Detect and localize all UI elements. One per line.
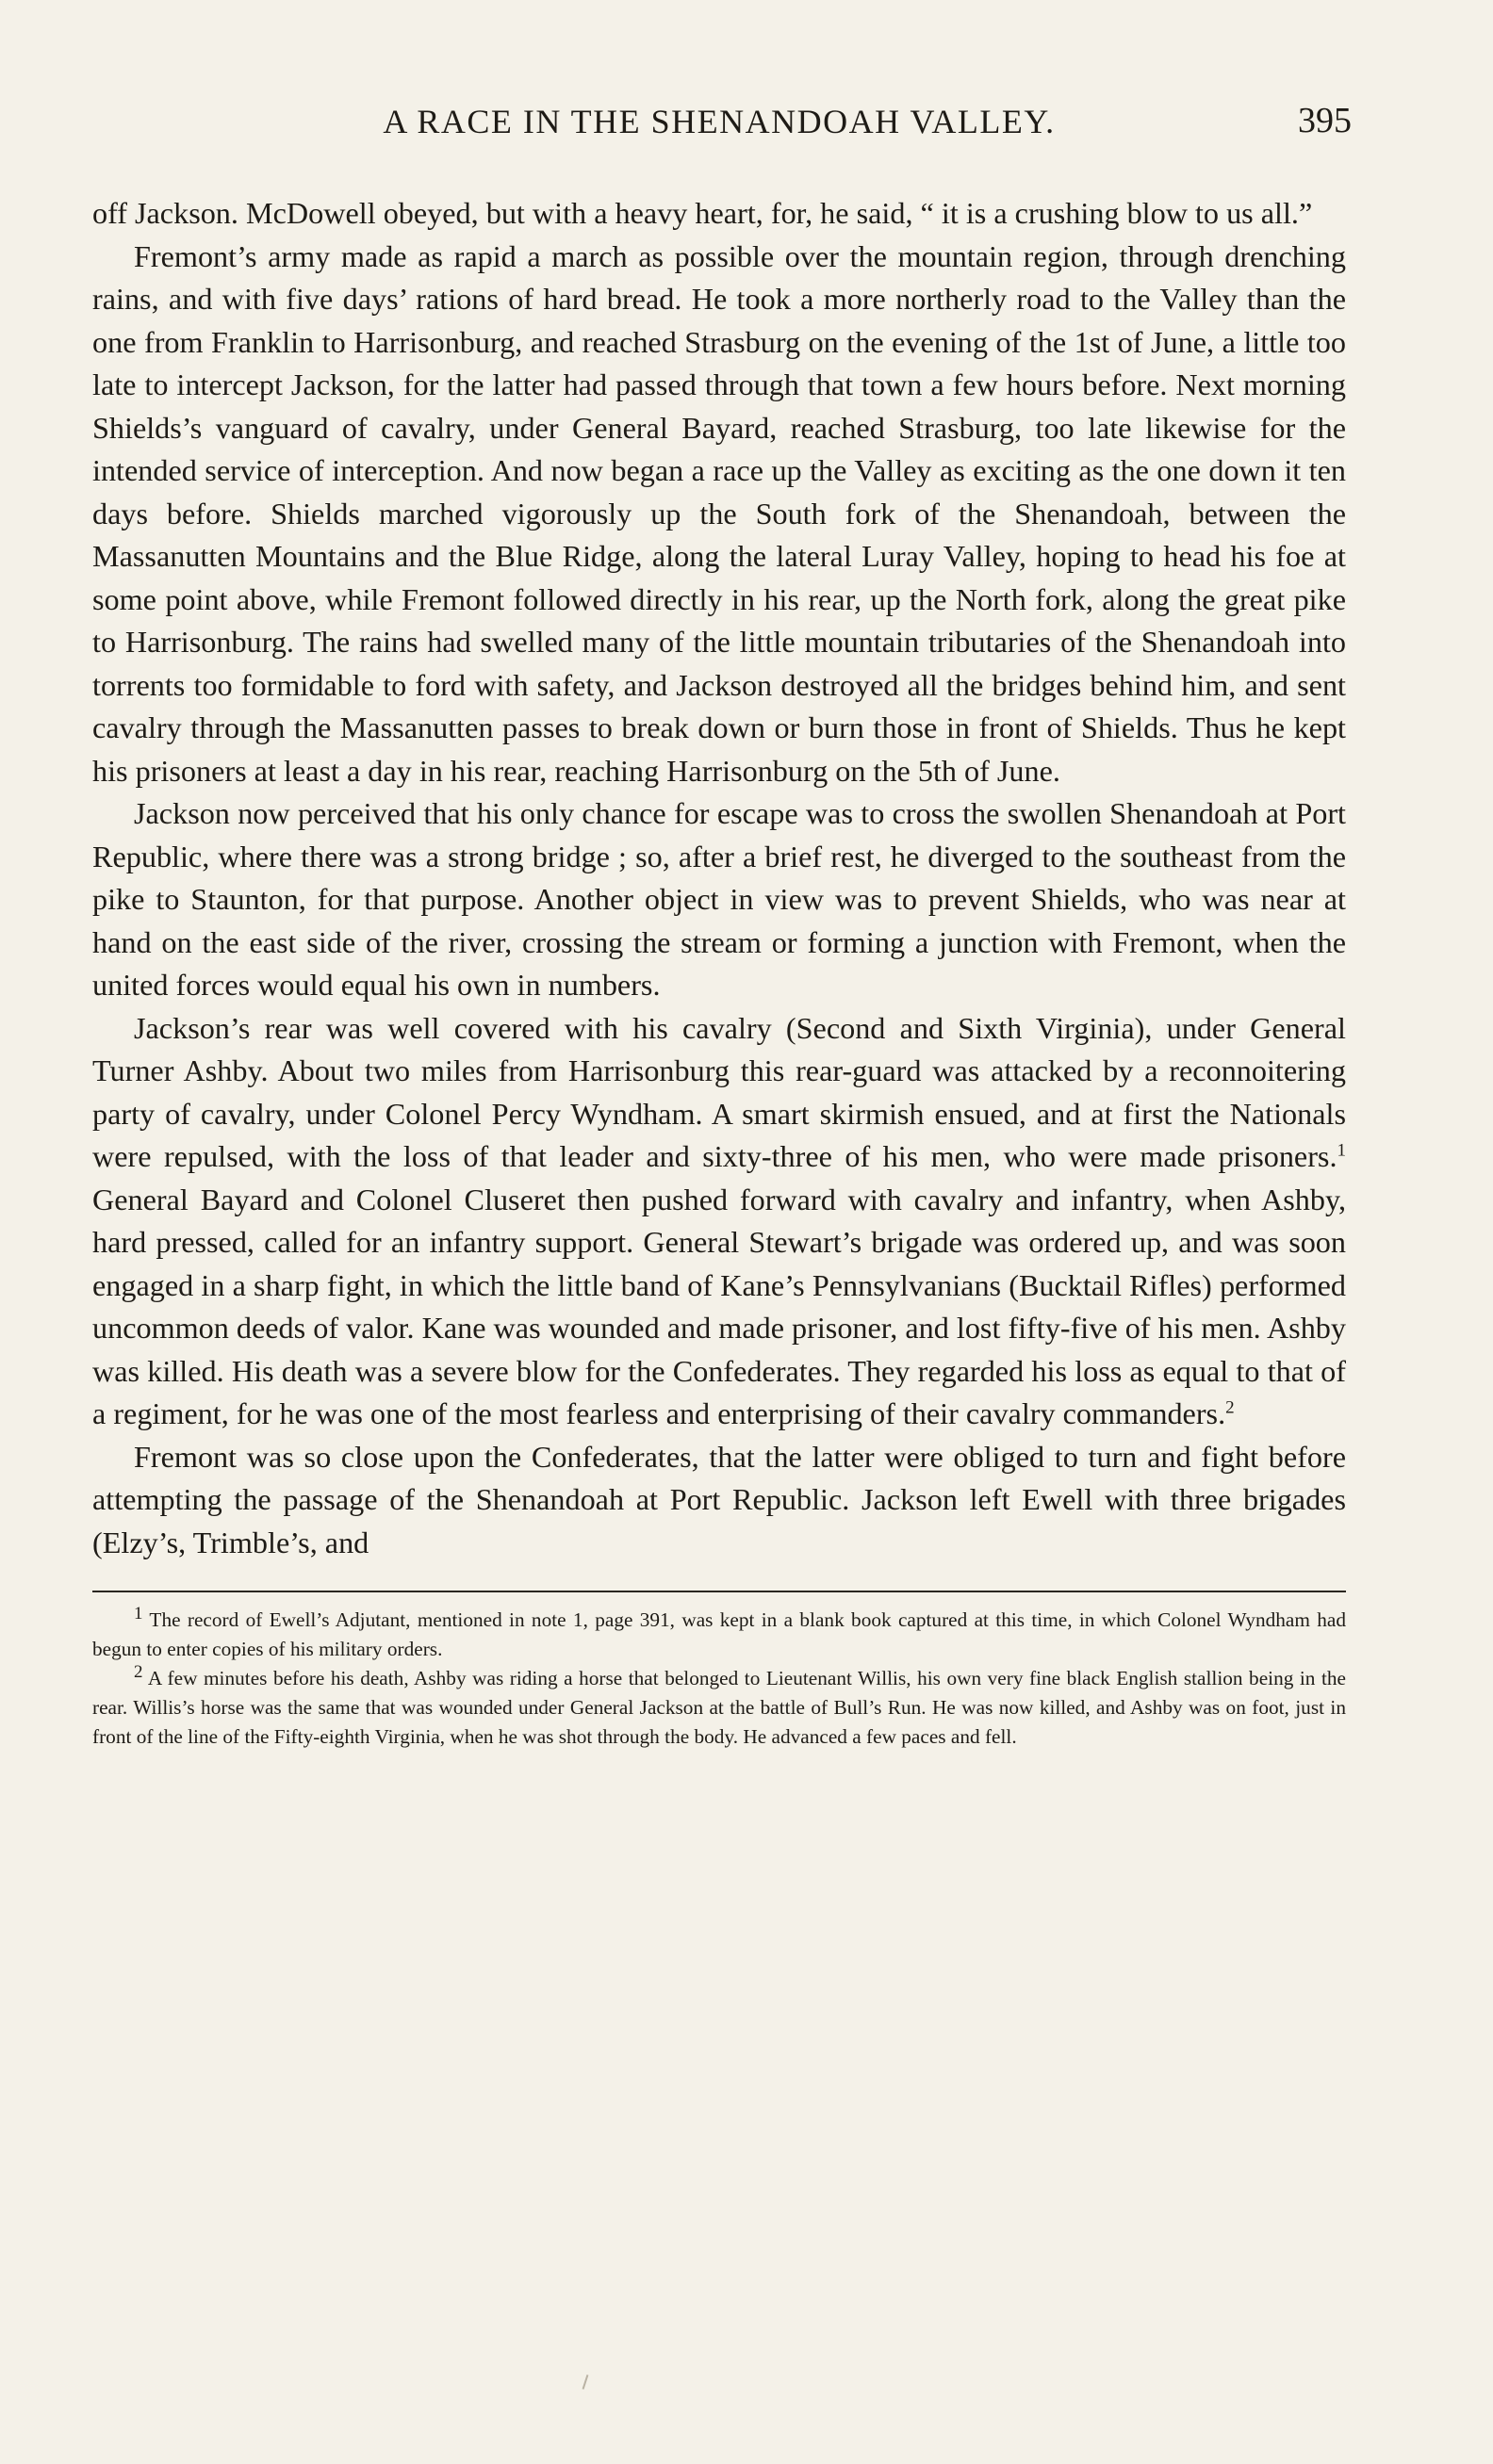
- paragraph-text: General Bayard and Colonel Cluseret then pushed forward with cavalry and infantry, when Ashby, hard pressed, called for an infantry support. General Stewart’s brigade was ordered up, and was soon engaged in a sharp fight, in which the little band of Kane’s Pennsylvanians (Bucktail Rifles) performed uncommon deeds of valor. Kane was wounded and made prisoner, and lost fifty-five of his men. Ashby was killed. His death was a severe blow for the Confederates. They regarded his loss as equal to that of a regiment, for he was one of the most fearless and enterprising of their cavalry commanders.: [92, 1182, 1346, 1430]
- running-title: A RACE IN THE SHENANDOAH VALLEY.: [383, 103, 1056, 140]
- paragraph-text: off Jackson. McDowell obeyed, but with a heavy heart, for, he said, “ it is a crushing blow to us all.”: [92, 196, 1313, 230]
- paragraph-text: Jackson’s rear was well covered with his cavalry (Second and Sixth Virginia), under General Turner Ashby. About two miles from Harrisonburg this rear-guard was attacked by a reconnoitering party of cavalry, under Colonel Percy Wyndham. A smart skirmish ensued, and at first the Nationals were repulsed, with the loss of that leader and sixty-three of his men, who were made prisoners.: [92, 1010, 1346, 1173]
- paragraph: [92, 1007, 1346, 1436]
- stray-ink-mark: [582, 2374, 589, 2390]
- paragraph-text: Fremont’s army made as rapid a march as possible over the mountain region, through drenching rains, and with five days’ rations of hard bread. He took a more northerly road to the Valley than the one from Franklin to Harrisonburg, and reached Strasburg on the evening of the 1st of June, a little too late to intercept Jackson, for the latter had passed through that town a few hours before. Next morning Shields’s vanguard of cavalry, under General Bayard, reached Strasburg, too late likewise for the intended service of interception. And now began a race up the Valley as exciting as the one down it ten days before. Shields marched vigorously up the South fork of the Shenandoah, between the Massanutten Mountains and the Blue Ridge, along the lateral Luray Valley, hoping to head his foe at some point above, while Fremont followed directly in his rear, up the North fork, along the great pike to Harrisonburg. The rains had swelled many of the little mountain tributaries of the Shenandoah into torrents too formidable to ford with safety, and Jackson destroyed all the bridges behind him, and sent cavalry through the Massanutten passes to break down or burn those in front of Shields. Thus he kept his prisoners at least a day in his rear, reaching Harrisonburg on the 5th of June.: [92, 238, 1346, 788]
- paragraph: [92, 1436, 1346, 1565]
- footnote: [92, 1603, 1346, 1664]
- body-text: [92, 192, 1346, 1564]
- paragraph: [92, 236, 1346, 793]
- paragraph-text: Jackson now perceived that his only chance for escape was to cross the swollen Shenandoah at Port Republic, where there was a strong bridge ; so, after a brief rest, he diverged to the southeast from the pike to Staunton, for that purpose. Another object in view was to prevent Shields, who was near at hand on the east side of the river, crossing the stream or forming a junction with Fremont, when the united forces would equal his own in numbers.: [92, 796, 1346, 1002]
- footnote-text: The record of Ewell’s Adjutant, mentioned in note 1, page 391, was kept in a blank book captured at this time, in which Colonel Wyndham had begun to enter copies of his military orders.: [92, 1608, 1346, 1660]
- paragraph: [92, 792, 1346, 1007]
- book-page: [92, 94, 1352, 1752]
- footnote-marker: 2: [134, 1661, 143, 1682]
- paragraph-text: Fremont was so close upon the Confederates, that the latter were obliged to turn and fight before attempting the passage of the Shenandoah at Port Republic. Jackson left Ewell with three brigades (Elzy’s, Trimble’s, and: [92, 1439, 1346, 1559]
- footnote-text: A few minutes before his death, Ashby was riding a horse that belonged to Lieutenant Willis, his own very fine black English stallion being in the rear. Willis’s horse was the same that was wounded under General Jackson at the battle of Bull’s Run. He was now killed, and Ashby was on foot, just in front of the line of the Fifty-eighth Virginia, when he was shot through the body. He advanced a few paces and fell.: [92, 1667, 1346, 1748]
- page-number: 395: [1298, 101, 1352, 140]
- footnote-divider: [92, 1591, 1346, 1592]
- footnote-marker: 1: [134, 1603, 143, 1624]
- running-head: [92, 94, 1352, 160]
- footnotes: [92, 1603, 1346, 1752]
- footnote: [92, 1661, 1346, 1752]
- footnote-reference[interactable]: 2: [1225, 1397, 1235, 1418]
- paragraph: [92, 192, 1346, 236]
- footnote-reference[interactable]: 1: [1337, 1140, 1346, 1161]
